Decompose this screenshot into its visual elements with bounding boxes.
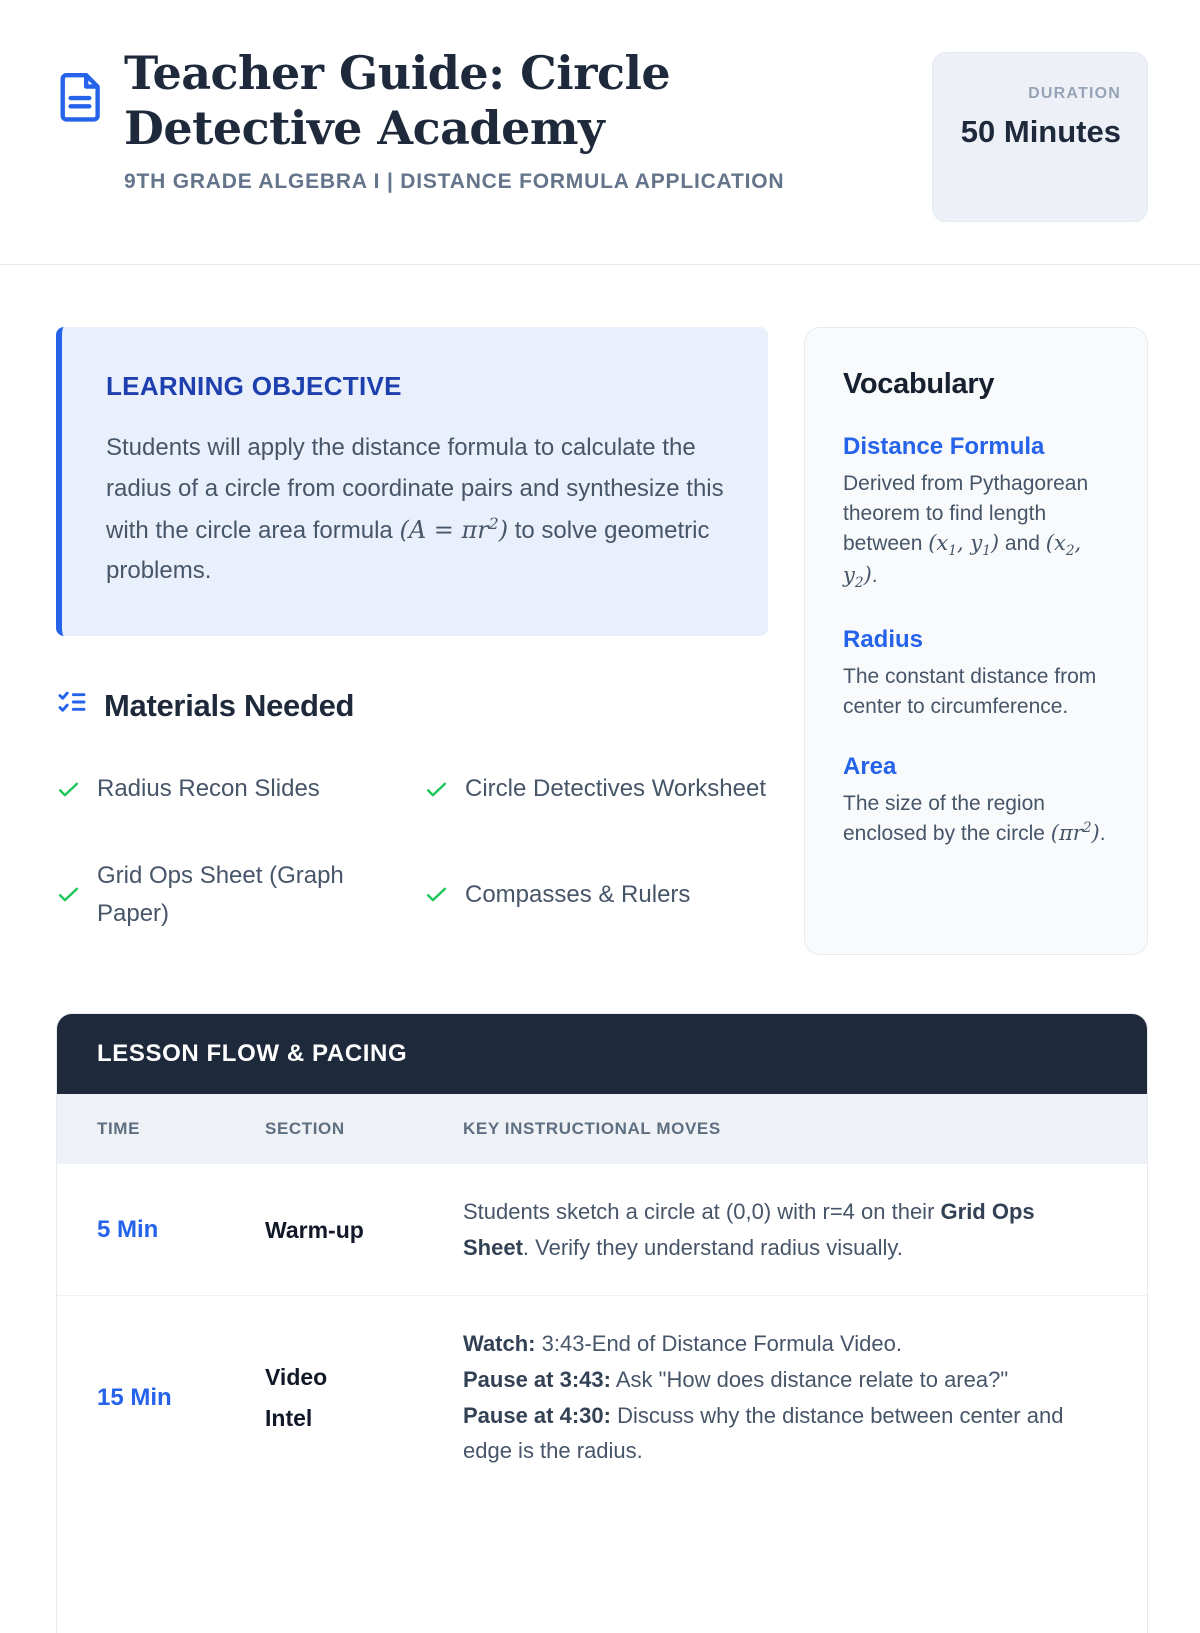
header-title-group (56, 46, 906, 194)
section-cell: Video Intel (265, 1364, 328, 1431)
material-label: Circle Detectives Worksheet (465, 775, 766, 803)
duration-value: 50 Minutes (960, 114, 1121, 149)
table-column-header: TIME (57, 1094, 265, 1164)
moves-cell: Students sketch a circle at (0,0) with r=4 on their Grid Ops Sheet. Verify they understand radius visually. (463, 1199, 1035, 1260)
table-column-header: KEY INSTRUCTIONAL MOVES (463, 1094, 1147, 1164)
page-subtitle: 9TH GRADE ALGEBRA I | DISTANCE FORMULA APPLICATION (124, 170, 785, 194)
content-columns (56, 327, 1148, 955)
time-cell: 15 Min (97, 1383, 172, 1411)
check-icon (56, 777, 81, 802)
table-column-header: SECTION (265, 1094, 463, 1164)
duration-label: DURATION (1028, 85, 1121, 102)
materials-heading-label: Materials Needed (104, 688, 355, 724)
main-column (56, 327, 768, 933)
time-cell: 5 Min (97, 1215, 159, 1243)
header-divider (0, 264, 1200, 265)
title-block (124, 46, 906, 194)
material-label: Compasses & Rulers (465, 880, 691, 908)
vocab-term: Distance Formula (843, 433, 1045, 460)
material-item (424, 857, 768, 934)
vocabulary-card (804, 327, 1148, 955)
vocab-term: Radius (843, 625, 924, 653)
learning-objective-body: Students will apply the distance formula to calculate the radius of a circle from coordinate pairs and synthesize this with the circle area formula $(A = \pi r^2)$ to solve geometric problems. (106, 434, 724, 585)
vocabulary-heading: Vocabulary (843, 368, 995, 400)
vocab-definition: The constant distance from center to circumference. (843, 664, 1097, 718)
materials-section (56, 686, 768, 933)
vocab-entry (843, 626, 1109, 722)
lesson-flow-card (56, 1013, 1148, 1633)
material-label: Radius Recon Slides (97, 775, 320, 803)
vocab-definition: Derived from Pythagorean theorem to find length between ($x_1$, $y_1$) and ($x_2$, $y_2$). (843, 472, 1089, 592)
sidebar-column (804, 327, 1148, 955)
learning-objective-card (56, 327, 768, 636)
page-header (56, 46, 1148, 222)
lesson-row (57, 1164, 1147, 1296)
material-item (424, 770, 768, 808)
vocab-term: Area (843, 753, 897, 781)
material-label: Grid Ops Sheet (Graph Paper) (97, 861, 344, 927)
materials-heading (56, 686, 768, 726)
lesson-row (57, 1296, 1147, 1499)
check-icon (424, 882, 449, 907)
vocab-definition: The size of the region enclosed by the circle $(\pi r^2)$. (843, 792, 1106, 846)
moves-cell: Watch: 3:43-End of Distance Formula Video. Pause at 3:43: Ask "How does distance relate to area?" Pause at 4:30: Discuss why the distance between center and edge is the radius. (463, 1331, 1064, 1464)
section-cell: Warm-up (265, 1216, 364, 1243)
material-item (56, 857, 400, 934)
vocab-entry (843, 753, 1109, 849)
check-icon (56, 882, 81, 907)
check-icon (424, 777, 449, 802)
materials-list (56, 770, 768, 933)
vocabulary-list (843, 433, 1109, 849)
learning-objective-heading: LEARNING OBJECTIVE (106, 371, 402, 401)
document-icon (56, 70, 106, 129)
page-title: Teacher Guide: Circle Detective Academy (124, 46, 671, 156)
checklist-icon (56, 686, 88, 726)
vocab-entry (843, 433, 1109, 594)
lesson-flow-table (57, 1094, 1147, 1499)
duration-box (932, 52, 1148, 222)
material-item (56, 770, 400, 808)
lesson-flow-title: LESSON FLOW & PACING (57, 1014, 1147, 1094)
table-header-row (57, 1094, 1147, 1164)
